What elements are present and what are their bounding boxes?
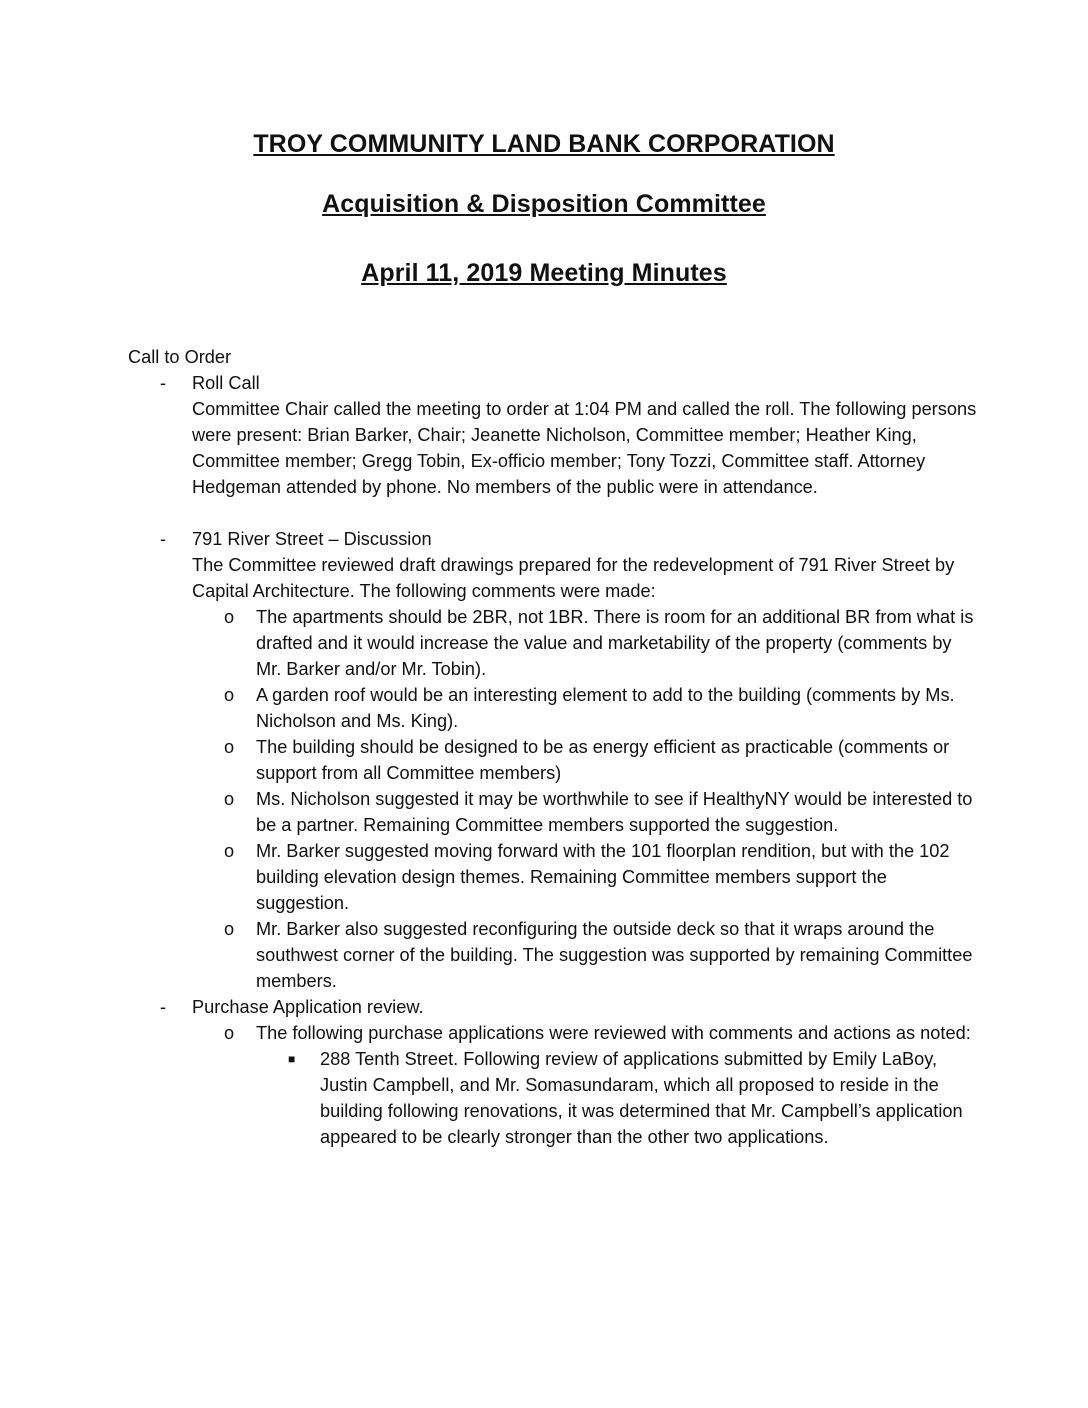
comment-text: Ms. Nicholson suggested it may be worthwhile to see if HealthyNY would be interested to be a partner. Remaining Committee members supported the suggestion. <box>256 789 973 835</box>
meeting-title: April 11, 2019 Meeting Minutes <box>361 259 727 287</box>
application-item <box>128 1046 978 1150</box>
comment-item <box>128 604 978 682</box>
circle-bullet: o <box>224 607 235 627</box>
purchase-section <box>128 994 978 1020</box>
comment-text: The apartments should be 2BR, not 1BR. There is room for an additional BR from what is drafted and it would increase the value and marketability of the property (comments by Mr. Barker and/or Mr. Tobin). <box>256 607 974 679</box>
spacer <box>128 500 978 526</box>
comment-text: A garden roof would be an interesting element to add to the building (comments by Ms. Nicholson and Ms. King). <box>256 685 955 731</box>
comment-text: Mr. Barker also suggested reconfiguring the outside deck so that it wraps around the southwest corner of the building. The suggestion was supported by remaining Committee members. <box>256 919 973 991</box>
comment-item <box>128 734 978 786</box>
application-text: 288 Tenth Street. Following review of applications submitted by Emily LaBoy, Justin Campbell, and Mr. Somasundaram, which all proposed to reside in the building following renovations, it was determined that Mr. Campbell’s application appeared to be clearly stronger than the other two applications. <box>320 1049 963 1147</box>
comment-item <box>128 838 978 916</box>
dash-bullet: - <box>160 373 167 393</box>
comment-text: Mr. Barker suggested moving forward with the 101 floorplan rendition, but with the 102 building elevation design themes. Remaining Committee members support the suggestion. <box>256 841 950 913</box>
circle-bullet: o <box>224 919 235 939</box>
minutes-body <box>128 344 978 1150</box>
comment-item <box>128 916 978 994</box>
circle-bullet: o <box>224 789 235 809</box>
river-street-text: The Committee reviewed draft drawings prepared for the redevelopment of 791 River Street by Capital Architecture. The following comments were made: <box>192 555 955 601</box>
dash-bullet: - <box>160 997 167 1017</box>
river-street-section <box>128 526 978 604</box>
dash-bullet: - <box>160 529 167 549</box>
circle-bullet: o <box>224 737 235 757</box>
committee-title: Acquisition & Disposition Committee <box>322 190 766 218</box>
comment-item <box>128 682 978 734</box>
circle-bullet: o <box>224 841 235 861</box>
purchase-intro: The following purchase applications were reviewed with comments and actions as noted: <box>256 1023 971 1043</box>
purchase-intro-item <box>128 1020 978 1046</box>
circle-bullet: o <box>224 1023 235 1043</box>
call-to-order: Call to Order <box>128 347 232 367</box>
river-street-title: 791 River Street – Discussion <box>192 529 432 549</box>
roll-call-section <box>128 370 978 500</box>
circle-bullet: o <box>224 685 235 705</box>
purchase-title: Purchase Application review. <box>192 997 424 1017</box>
comment-text: The building should be designed to be as energy efficient as practicable (comments or support from all Committee members) <box>256 737 950 783</box>
comment-item <box>128 786 978 838</box>
square-bullet: ■ <box>288 1052 296 1066</box>
roll-call-title: Roll Call <box>192 373 260 393</box>
org-title: TROY COMMUNITY LAND BANK CORPORATION <box>253 130 835 158</box>
roll-call-text: Committee Chair called the meeting to order at 1:04 PM and called the roll. The following persons were present: Brian Barker, Chair; Jeanette Nicholson, Committee member; Heather King, Committee member; Gregg Tobin, Ex-officio member; Tony Tozzi, Committee staff. Attorney Hedgeman attended by phone. No members of the public were in attendance. <box>192 399 977 497</box>
